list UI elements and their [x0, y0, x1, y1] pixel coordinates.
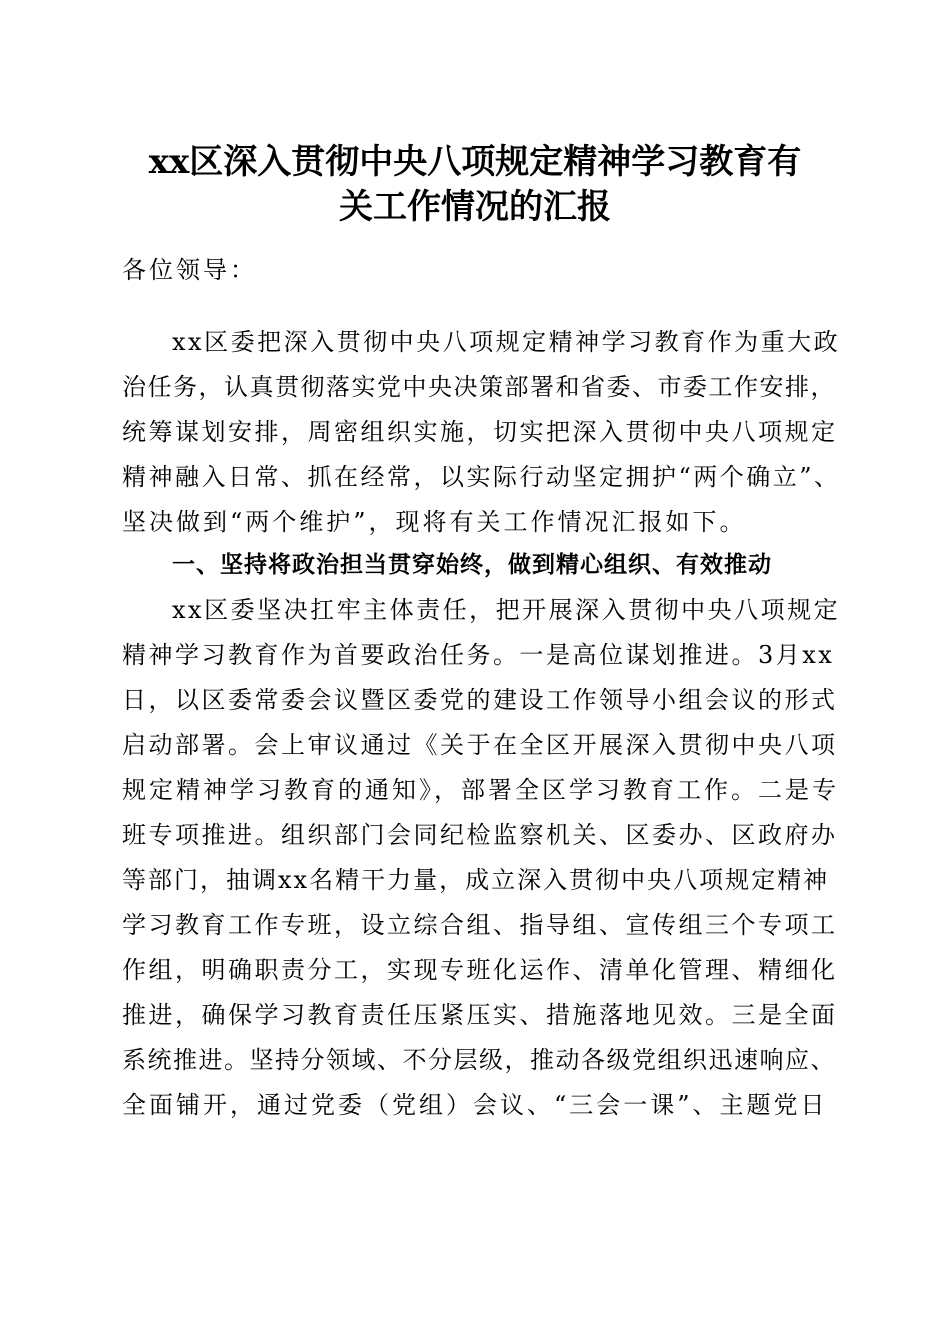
- salutation: 各位领导：: [122, 256, 257, 284]
- paragraph-line: 系统推进。坚持分领域、不分层级，推动各级党组织迅速响应、: [122, 1046, 836, 1074]
- paragraph-line: xx区委坚决扛牢主体责任，把开展深入贯彻中央八项规定: [172, 596, 841, 624]
- intro-line: 坚决做到“两个维护”，现将有关工作情况汇报如下。: [122, 508, 747, 536]
- paragraph-line: 等部门，抽调xx名精干力量，成立深入贯彻中央八项规定精神: [122, 866, 830, 894]
- paragraph-line: 班专项推进。组织部门会同纪检监察机关、区委办、区政府办: [122, 821, 838, 849]
- intro-line: 统筹谋划安排，周密组织实施，切实把深入贯彻中央八项规定: [122, 418, 838, 446]
- intro-line: xx区委把深入贯彻中央八项规定精神学习教育作为重大政: [172, 328, 841, 356]
- paragraph-line: 全面铺开，通过党委（党组）会议、“三会一课”、主题党日: [122, 1091, 828, 1119]
- document-title-line-2: 关工作情况的汇报: [339, 187, 611, 227]
- paragraph-line: 作组，明确职责分工，实现专班化运作、清单化管理、精细化: [122, 956, 838, 984]
- paragraph-line: 日，以区委常委会议暨区委党的建设工作领导小组会议的形式: [122, 686, 838, 714]
- section-heading: 一、坚持将政治担当贯穿始终，做到精心组织、有效推动: [172, 552, 772, 578]
- paragraph-line: 规定精神学习教育的通知》，部署全区学习教育工作。二是专: [122, 776, 839, 804]
- paragraph-line: 启动部署。会上审议通过《关于在全区开展深入贯彻中央八项: [122, 731, 838, 759]
- paragraph-line: 学习教育工作专班，设立综合组、指导组、宣传组三个专项工: [122, 911, 838, 939]
- intro-line: 精神融入日常、抓在经常，以实际行动坚定拥护“两个确立”、: [122, 463, 841, 491]
- document-title-line-1: xx区深入贯彻中央八项规定精神学习教育有: [148, 142, 802, 182]
- paragraph-line: 精神学习教育作为首要政治任务。一是高位谋划推进。3月xx: [122, 641, 835, 669]
- intro-line: 治任务，认真贯彻落实党中央决策部署和省委、市委工作安排，: [122, 373, 836, 401]
- paragraph-line: 推进，确保学习教育责任压紧压实、措施落地见效。三是全面: [122, 1001, 838, 1029]
